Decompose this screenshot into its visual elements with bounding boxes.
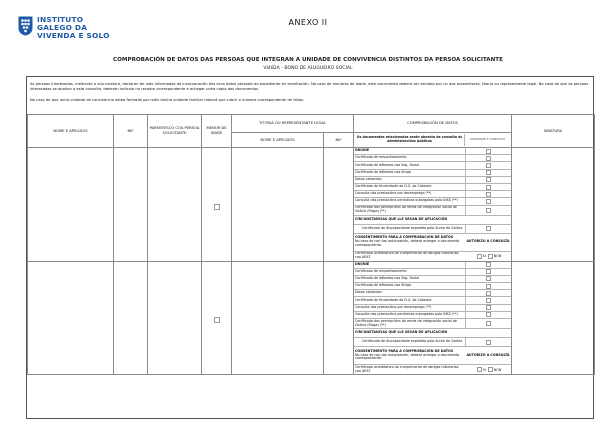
person-2-guardian-name-cell[interactable] — [232, 261, 324, 375]
header-guardian-name: NOME E APELIDOS — [232, 133, 324, 148]
person-1-minor-checkbox[interactable] — [214, 204, 220, 210]
person-2-aeat-non-checkbox[interactable] — [488, 367, 493, 372]
doc-atriga: Certificado de débedas coa Atriga — [355, 283, 412, 288]
person-1-optout-desemprego-checkbox[interactable] — [486, 192, 491, 197]
person-1-verification-cell — [354, 148, 512, 262]
doc-discapacidade: Certificado de discapacidade expedido pola Xunta de Galicia — [362, 339, 463, 344]
person-2-optout-empadroamento-checkbox[interactable] — [486, 269, 491, 274]
doc-catastro: Datos catastrais — [355, 176, 382, 181]
header-minor: MENOR DE IDADE — [202, 115, 232, 148]
person-2-optout-inss-checkbox[interactable] — [486, 312, 491, 317]
person-1-optout-titularidade-checkbox[interactable] — [486, 185, 491, 190]
person-2-minor-cell — [202, 261, 232, 375]
person-2-name-cell[interactable] — [28, 261, 114, 375]
doc-desemprego: Consulta das prestacións por desemprego (**) — [355, 191, 432, 196]
header-signature: SINATURA — [512, 115, 595, 148]
household-members-table — [27, 114, 595, 375]
person-row-2 — [28, 261, 595, 375]
doc-inss: Consulta das prestacións periódicas outorgadas polo INSS (**) — [355, 311, 458, 316]
person-1-signature-cell[interactable] — [512, 148, 595, 262]
doc-desemprego: Consulta das prestacións por desemprego (**) — [355, 304, 432, 309]
header-full-name: NOME E APELIDOS — [28, 115, 114, 148]
doc-dni: DNI/NIE — [355, 148, 370, 153]
document-subtitle: VI482A - BONO DE ALUGUEIRO SOCIAL — [263, 66, 353, 71]
doc-empadroamento: Certificado de empadroamento — [355, 268, 407, 273]
header-data-verification: COMPROBACIÓN DE DATOS — [354, 115, 512, 133]
header-documents-note: Os documentos relacionados serán obxecto de consulta ás administracións públicas — [356, 135, 463, 143]
person-1-guardian-name-cell[interactable] — [232, 148, 324, 262]
person-1-guardian-nif-cell[interactable] — [324, 148, 354, 262]
doc-titularidade: Certificado de titularidade da D.X. do Catastro — [355, 184, 432, 189]
logo-line-1: INSTITUTO — [37, 15, 84, 24]
person-1-aeat-si-checkbox[interactable] — [477, 254, 482, 259]
consent-text: No caso de non dar autorización, deberá achegar o documento correspondente. — [355, 239, 460, 247]
form-frame — [26, 76, 594, 419]
person-row-1 — [28, 148, 595, 262]
header-documents-cell — [354, 133, 512, 148]
header-nif: NIF — [114, 115, 148, 148]
person-1-optout-atriga-checkbox[interactable] — [486, 170, 491, 175]
intro-text — [30, 82, 592, 103]
person-1-optout-risga-checkbox[interactable] — [486, 208, 491, 213]
person-1-name-cell[interactable] — [28, 148, 114, 262]
person-1-optout-dni-checkbox[interactable] — [486, 149, 491, 154]
person-1-optout-seg-social-checkbox[interactable] — [486, 163, 491, 168]
doc-empadroamento: Certificado de empadroamento — [355, 155, 407, 160]
header-guardian-nif: NIF — [324, 133, 354, 148]
si-label: SI — [482, 254, 486, 258]
person-2-optout-desemprego-checkbox[interactable] — [486, 305, 491, 310]
header-relationship: PARENTESCO COA PERSOA SOLICITANTE — [148, 115, 202, 148]
doc-atriga: Certificado de débedas coa Atriga — [355, 169, 412, 174]
person-2-optout-seg-social-checkbox[interactable] — [486, 276, 491, 281]
consent-authorize-label: AUTORIZO A CONSULTA — [466, 239, 510, 244]
consent-text: No caso de non dar autorización, deberá achegar o documento correspondente. — [355, 352, 460, 361]
non-label: NON — [493, 254, 502, 258]
person-2-optout-discapacidade-checkbox[interactable] — [486, 340, 491, 345]
annex-label: ANEXO II — [288, 18, 328, 27]
doc-titularidade: Certificado de titularidade da D.X. do Catastro — [355, 297, 432, 302]
person-2-optout-catastro-checkbox[interactable] — [486, 291, 491, 296]
logo-line-2: GALEGO DA — [37, 23, 88, 33]
intro-paragraph-1: As persoas interesadas, mediante a súa sinatura, declaran ter sido informadas da incorporación dos seus datos persoais ao expediente en tramitación. No caso de menores de idade, este documento deberá ser asinado por un dos proxenitores, titor/a ou representante legal. No caso de que as persoas interesadas se opoñan a esta consulta, deberán indicalo no recadro correspondente e achegar unha copia dos documentos. — [30, 82, 589, 92]
consent-title: CONSENTIMENTO PARA A COMPROBACIÓN DE DATOS — [355, 235, 454, 240]
person-1-optout-discapacidade-checkbox[interactable] — [486, 226, 491, 231]
person-1-optout-empadroamento-checkbox[interactable] — [486, 156, 491, 161]
person-1-nif-cell[interactable] — [114, 148, 148, 262]
doc-aeat: Certificado acreditativo do cumprimento de obrigas tributarias coa AEAT — [355, 251, 459, 259]
doc-catastro: Datos catastrais — [355, 290, 382, 295]
non-label: NON — [493, 367, 502, 372]
consent-title: CONSENTIMENTO PARA A COMPROBACIÓN DE DATOS — [355, 348, 454, 353]
person-2-guardian-nif-cell[interactable] — [324, 261, 354, 375]
doc-risga: Certificado das percepcións da renda de integración social de Galicia (Risga) (**) — [355, 319, 457, 327]
person-2-nif-cell[interactable] — [114, 261, 148, 375]
person-2-aeat-si-checkbox[interactable] — [477, 367, 482, 372]
consent-authorize-label: AUTORIZO A CONSULTA — [466, 352, 510, 357]
doc-seg-social: Certificado de débedas coa Seg. Social — [355, 162, 420, 167]
doc-dni: DNI/NIE — [355, 261, 370, 266]
intro-paragraph-2: No caso de que unha unidade de convivencia estea formada por máis dunha unidade familiar haberá que cubrir o número correspondente de follas. — [30, 97, 305, 102]
person-1-optout-catastro-checkbox[interactable] — [486, 177, 491, 182]
person-1-minor-cell — [202, 148, 232, 262]
person-1-optout-inss-checkbox[interactable] — [486, 199, 491, 204]
person-2-optout-dni-checkbox[interactable] — [486, 262, 491, 267]
person-2-signature-cell[interactable] — [512, 261, 595, 375]
person-1-aeat-non-checkbox[interactable] — [488, 254, 493, 259]
document-title: COMPROBACIÓN DE DATOS DAS PERSOAS QUE INTEGRAN A UNIDADE DE CONVIVENCIA DISTINTOS DA PERSOA SOLICITANTE — [113, 57, 503, 63]
header-opt-out: OPOÑOME Á CONSULTA — [464, 134, 510, 146]
doc-discapacidade: Certificado de discapacidade expedido pola Xunta de Galicia — [362, 225, 463, 230]
logo-line-3: VIVENDA E SOLO — [37, 31, 110, 41]
doc-inss: Consulta das prestacións periódicas outorgadas polo INSS (**) — [355, 198, 458, 203]
doc-risga: Certificado das percepcións da renda de integración social de Galicia (Risga) (**) — [355, 205, 457, 213]
circunstancias-header: CIRCUNSTANCIAS QUE LLE SEXAN DE APLICACIÓN — [355, 216, 448, 221]
person-2-optout-titularidade-checkbox[interactable] — [486, 298, 491, 303]
person-2-verification-cell — [354, 261, 512, 375]
person-2-optout-atriga-checkbox[interactable] — [486, 284, 491, 289]
circunstancias-header: CIRCUNSTANCIAS QUE LLE SEXAN DE APLICACIÓN — [355, 330, 448, 335]
doc-aeat: Certificado acreditativo do cumprimento de obrigas tributarias coa AEAT — [355, 365, 459, 373]
person-2-minor-checkbox[interactable] — [214, 317, 220, 323]
header-guardian: TITOR/A OU REPRESENTANTE LEGAL — [232, 115, 354, 133]
person-1-relationship-cell[interactable] — [148, 148, 202, 262]
si-label: SI — [482, 367, 486, 372]
person-2-relationship-cell[interactable] — [148, 261, 202, 375]
person-2-optout-risga-checkbox[interactable] — [486, 321, 491, 326]
doc-seg-social: Certificado de débedas coa Seg. Social — [355, 276, 420, 281]
